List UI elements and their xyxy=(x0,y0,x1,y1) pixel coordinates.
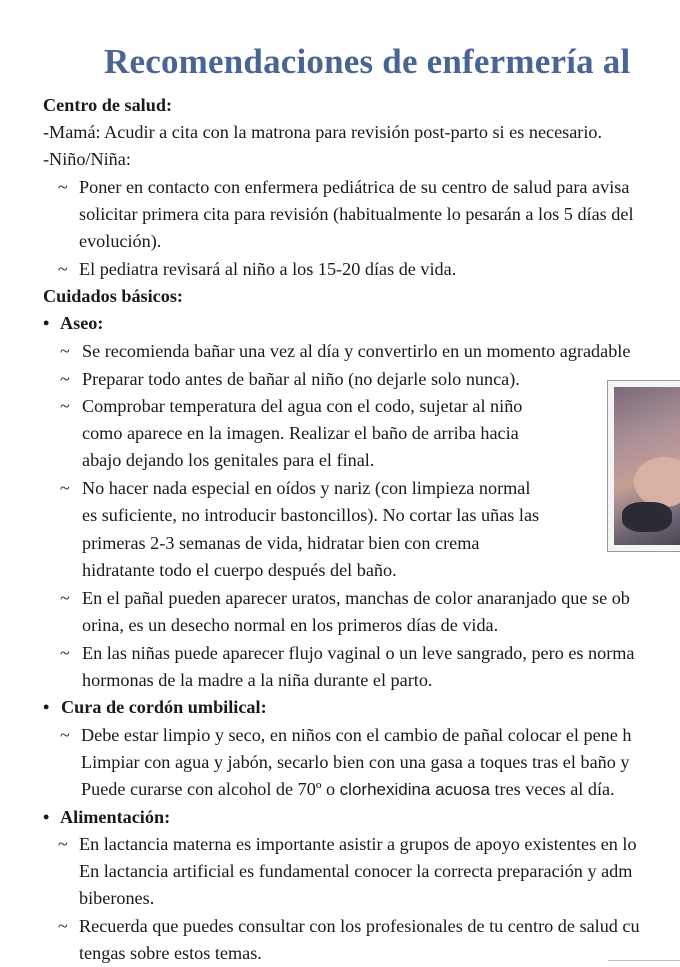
bullet-marker: • xyxy=(43,313,50,333)
list-item-line: No hacer nada especial en oídos y nariz (con limpieza normal xyxy=(82,478,531,498)
baby-bath-image xyxy=(614,387,680,545)
tilde-marker: ~ xyxy=(58,177,68,197)
list-item-line: En lactancia materna es importante asistir a grupos de apoyo existentes en lo xyxy=(79,834,637,854)
list-item-line: biberones. xyxy=(79,888,155,908)
tilde-marker: ~ xyxy=(58,259,68,279)
list-item-line: evolución). xyxy=(79,231,162,251)
subheading-aseo: Aseo: xyxy=(60,313,104,333)
list-item-line: En lactancia artificial es fundamental conocer la correcta preparación y adm xyxy=(79,861,633,881)
list-item-line: Comprobar temperatura del agua con el codo, sujetar al niño xyxy=(82,396,523,416)
section-heading-centro-salud: Centro de salud: xyxy=(43,95,173,115)
tilde-marker: ~ xyxy=(60,396,70,416)
bullet-marker: • xyxy=(43,807,50,827)
list-item-line: como aparece en la imagen. Realizar el baño de arriba hacia xyxy=(82,423,519,443)
tilde-marker: ~ xyxy=(58,834,68,854)
list-item-line: Debe estar limpio y seco, en niños con el cambio de pañal colocar el pene h xyxy=(81,725,632,745)
list-item-line xyxy=(81,776,615,803)
list-item-line: En el pañal pueden aparecer uratos, manchas de color anaranjado que se ob xyxy=(82,588,630,608)
subheading-cordon: Cura de cordón umbilical: xyxy=(61,697,267,717)
list-item-line: Poner en contacto con enfermera pediátrica de su centro de salud para avisa xyxy=(79,177,630,197)
list-item-line: orina, es un desecho normal en los primeros días de vida. xyxy=(82,615,499,635)
tilde-marker: ~ xyxy=(60,588,70,608)
list-item-line: es suficiente, no introducir bastoncillos). No cortar las uñas las xyxy=(82,505,540,525)
list-item-line: En las niñas puede aparecer flujo vaginal o un leve sangrado, pero es norma xyxy=(82,643,635,663)
mama-line: -Mamá: Acudir a cita con la matrona para revisión post-parto si es necesario. xyxy=(43,122,603,142)
list-item-line: El pediatra revisará al niño a los 15-20 días de vida. xyxy=(79,259,457,279)
list-item-line: tengas sobre estos temas. xyxy=(79,943,262,963)
text-span: tres veces al día. xyxy=(489,779,615,799)
section-heading-cuidados: Cuidados básicos: xyxy=(43,286,183,306)
clorhexidina-text: clorhexidina acuosa xyxy=(339,780,490,799)
tilde-marker: ~ xyxy=(58,916,68,936)
list-item-line: hidratante todo el cuerpo después del baño. xyxy=(82,560,397,580)
box-border-fragment xyxy=(608,960,680,961)
text-span: Puede curarse con alcohol de 70º o xyxy=(81,779,340,799)
list-item-line: primeras 2-3 semanas de vida, hidratar bien con crema xyxy=(82,533,480,553)
list-item-line: Recuerda que puedes consultar con los profesionales de tu centro de salud cu xyxy=(79,916,640,936)
tilde-marker: ~ xyxy=(60,643,70,663)
bullet-marker: • xyxy=(43,697,50,717)
baby-bath-photo xyxy=(607,380,680,552)
page-title: Recomendaciones de enfermería al xyxy=(104,42,631,81)
list-item-line: abajo dejando los genitales para el final. xyxy=(82,450,375,470)
list-item-line: Limpiar con agua y jabón, secarlo bien con una gasa a toques tras el baño y xyxy=(81,752,630,772)
list-item-line: Se recomienda bañar una vez al día y convertirlo en un momento agradable xyxy=(82,341,631,361)
list-item-line: Preparar todo antes de bañar al niño (no dejarle solo nunca). xyxy=(82,369,520,389)
list-item-line: solicitar primera cita para revisión (habitualmente lo pesarán a los 5 días del xyxy=(79,204,634,224)
list-item-line: hormonas de la madre a la niña durante el parto. xyxy=(82,670,433,690)
tilde-marker: ~ xyxy=(60,341,70,361)
nino-line: -Niño/Niña: xyxy=(43,149,131,169)
subheading-alimentacion: Alimentación: xyxy=(60,807,171,827)
tilde-marker: ~ xyxy=(60,369,70,389)
tilde-marker: ~ xyxy=(60,725,70,745)
tilde-marker: ~ xyxy=(60,478,70,498)
